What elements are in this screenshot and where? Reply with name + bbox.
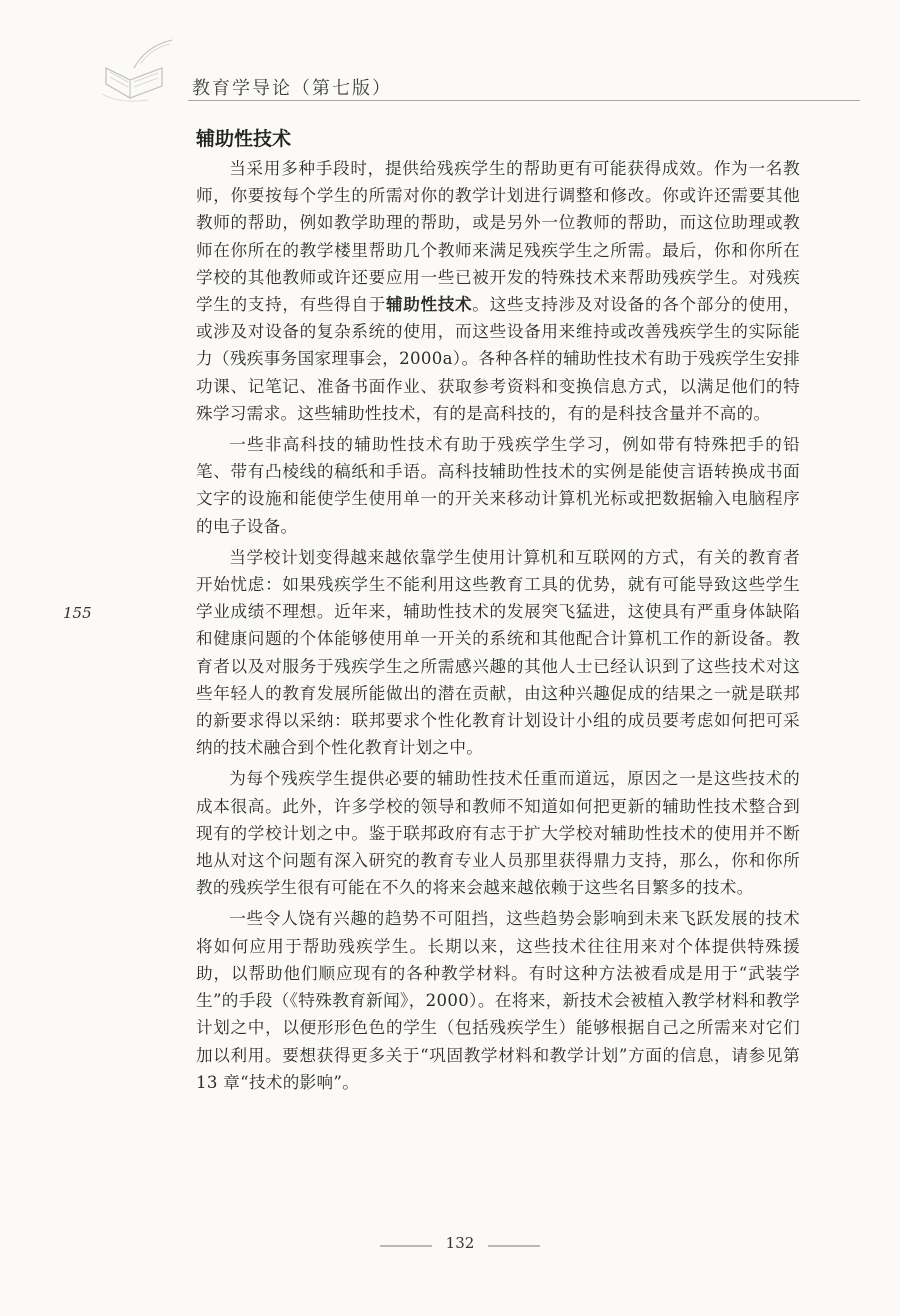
margin-page-reference: 155 (63, 604, 92, 622)
paragraph-1-text-b: 。这些支持涉及对设备的各个部分的使用，或涉及对设备的复杂系统的使用，而这些设备用来维持或改善残疾学生的实际能力（残疾事务国家理事会，2000a）。各种各样的辅助性技术有助于残疾学生安排功课、记笔记、准备书面作业、获取参考资料和变换信息方式，以满足他们的特殊学习需求。这些辅助性技术，有的是高科技的，有的是科技含量并不高的。 (196, 295, 801, 423)
running-header (100, 38, 860, 108)
open-book-quill-icon (100, 38, 190, 108)
paragraph-2: 一些非高科技的辅助性技术有助于残疾学生学习，例如带有特殊把手的铅笔、带有凸棱线的稿纸和手语。高科技辅助性技术的实例是能使言语转换成书面文字的设施和能使学生使用单一的开关来移动计算机光标或把数据输入电脑程序的电子设备。 (196, 435, 800, 536)
paragraph-3: 当学校计划变得越来越依靠学生使用计算机和互联网的方式，有关的教育者开始忧虑：如果残疾学生不能利用这些教育工具的优势，就有可能导致这些学生学业成绩不理想。近年来，辅助性技术的发展突飞猛进，这使具有严重身体缺陷和健康问题的个体能够使用单一开关的系统和其他配合计算机工作的新设备。教育者以及对服务于残疾学生之所需感兴趣的其他人士已经认识到了这些技术对这些年轻人的教育发展所能做出的潜在贡献，由这种兴趣促成的结果之一就是联邦的新要求得以采纳：联邦要求个性化教育计划设计小组的成员要考虑如何把可采纳的技术融合到个性化教育计划之中。 (196, 547, 800, 758)
page-footer (380, 1234, 540, 1258)
paragraph-1-text-a: 当采用多种手段时，提供给残疾学生的帮助更有可能获得成效。作为一名教师，你要按每个学生的所需对你的教学计划进行调整和修改。你或许还需要其他教师的帮助，例如教学助理的帮助，或是另外一位教师的帮助，而这位助理或教师在你所在的教学楼里帮助几个教师来满足残疾学生之所需。最后，你和你所在学校的其他教师或许还要应用一些已被开发的特殊技术来帮助残疾学生。对残疾学生的支持，有些得自于 (196, 159, 800, 315)
main-content (196, 124, 800, 1100)
section-heading: 辅助性技术 (196, 128, 292, 150)
paragraph-5: 一些令人饶有兴趣的趋势不可阻挡，这些趋势会影响到未来飞跃发展的技术将如何应用于帮助残疾学生。长期以来，这些技术往往用来对个体提供特殊援助，以帮助他们顺应现有的各种教学材料。有时这种方法被看成是用于“武装学生”的手段（《特殊教育新闻》，2000）。在将来，新技术会被植入教学材料和教学计划之中，以便形形色色的学生（包括残疾学生）能够根据自己之所需来对它们加以利用。要想获得更多关于“巩固教学材料和教学计划”方面的信息，请参见第 13 章“技术的影响”。 (196, 909, 800, 1092)
key-term: 辅助性技术 (385, 295, 473, 315)
paragraph-4: 为每个残疾学生提供必要的辅助性技术任重而道远，原因之一是这些技术的成本很高。此外，许多学校的领导和教师不知道如何把更新的辅助性技术整合到现有的学校计划之中。鉴于联邦政府有志于扩大学校对辅助性技术的使用并不断地从对这个问题有深入研究的教育专业人员那里获得鼎力支持，那么，你和你所教的残疾学生很有可能在不久的将来会越来越依赖于这些名目繁多的技术。 (196, 769, 800, 898)
paragraph-1 (196, 155, 800, 427)
page-number: 132 (445, 1234, 475, 1252)
book-title: 教育学导论（第七版） (192, 78, 392, 99)
header-rule (188, 100, 860, 101)
footer-ornament-right (488, 1245, 540, 1247)
